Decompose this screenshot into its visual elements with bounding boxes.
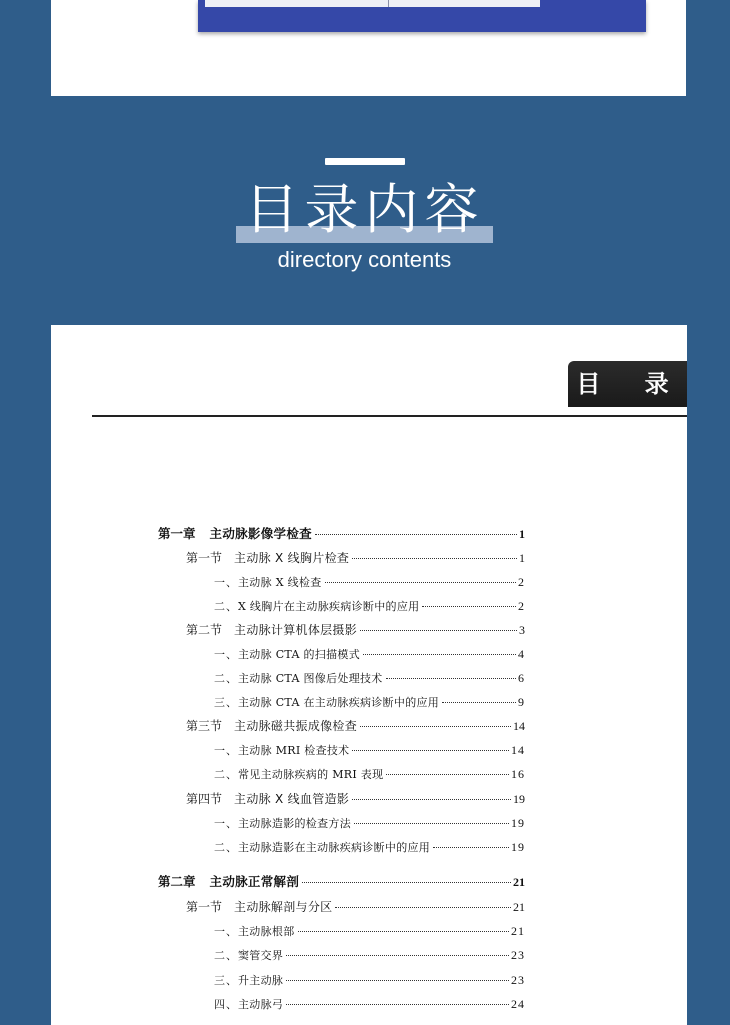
book-cover-label-divider bbox=[388, 0, 389, 7]
toc-entry-page: 23 bbox=[511, 973, 525, 987]
toc-entry-title: 主动脉计算机体层摄影 bbox=[234, 623, 358, 637]
toc-entry-chapter bbox=[158, 525, 525, 543]
toc-entry-label: 二、 bbox=[214, 841, 238, 854]
toc-entry-title: X 线胸片在主动脉疾病诊断中的应用 bbox=[238, 600, 420, 613]
toc-entry-label: 第二节 bbox=[186, 623, 223, 637]
book-cover-label-strip bbox=[205, 0, 540, 7]
toc-entry-title: 主动脉正常解剖 bbox=[209, 874, 300, 889]
toc-entry-label: 二、 bbox=[214, 949, 238, 962]
toc-entry-label: 二、 bbox=[214, 600, 238, 613]
toc-dot-leader bbox=[315, 534, 517, 535]
toc-dot-leader bbox=[360, 630, 517, 631]
toc-entry-section bbox=[186, 790, 525, 808]
toc-entry-title: 主动脉磁共振成像检查 bbox=[234, 719, 358, 733]
toc-entry-title: 主动脉 CTA 的扫描模式 bbox=[238, 648, 360, 661]
toc-entry-page: 21 bbox=[511, 924, 525, 938]
toc-entry-page: 19 bbox=[511, 816, 525, 830]
toc-dot-leader bbox=[386, 774, 509, 775]
toc-entry-label: 三、 bbox=[214, 696, 238, 709]
toc-entry-page: 3 bbox=[519, 623, 525, 637]
toc-entry-label: 一、 bbox=[214, 925, 238, 938]
toc-entry-item bbox=[214, 946, 525, 964]
header-decor-rule bbox=[325, 158, 405, 165]
toc-entry-section bbox=[186, 717, 525, 735]
toc-entry-label: 一、 bbox=[214, 576, 238, 589]
toc-dot-leader bbox=[433, 847, 509, 848]
toc-entry-title: 窦管交界 bbox=[238, 949, 284, 962]
toc-entry-page: 19 bbox=[511, 840, 525, 854]
section-title: 目录内容 bbox=[244, 178, 485, 241]
toc-entry-label: 四、 bbox=[214, 998, 238, 1011]
toc-dot-leader bbox=[360, 726, 511, 727]
toc-entry-item bbox=[214, 693, 525, 711]
toc-entry-item bbox=[214, 995, 525, 1013]
toc-entry-title: 主动脉造影的检查方法 bbox=[238, 817, 351, 830]
toc-entry-title: 主动脉造影在主动脉疾病诊断中的应用 bbox=[238, 841, 431, 854]
toc-entry-title: 常见主动脉疾病的 MRI 表现 bbox=[238, 768, 384, 781]
book-cover-card bbox=[51, 0, 686, 96]
toc-entry-label: 二、 bbox=[214, 672, 238, 685]
toc-entry-page: 14 bbox=[513, 719, 525, 733]
toc-entry-page: 14 bbox=[511, 743, 525, 757]
toc-entry-item bbox=[214, 814, 525, 832]
toc-entry-page: 23 bbox=[511, 948, 525, 962]
toc-entry-label: 三、 bbox=[214, 974, 238, 987]
toc-entry-item bbox=[214, 922, 525, 940]
toc-entry-label: 第一节 bbox=[186, 551, 223, 565]
toc-entry-title: 主动脉 X 线检查 bbox=[238, 576, 322, 589]
toc-entry-page: 2 bbox=[518, 599, 525, 613]
toc-dot-leader bbox=[422, 606, 516, 607]
toc-entry-title: 主动脉解剖与分区 bbox=[234, 900, 333, 914]
toc-entry-page: 24 bbox=[511, 997, 525, 1011]
toc-entry-title: 主动脉弓 bbox=[238, 998, 284, 1011]
toc-entry-page: 9 bbox=[518, 695, 525, 709]
section-header bbox=[0, 96, 730, 325]
toc-entry-page: 21 bbox=[513, 900, 525, 914]
toc-entry-item bbox=[214, 669, 525, 687]
toc-dot-leader bbox=[335, 907, 511, 908]
toc-dot-leader bbox=[354, 823, 509, 824]
toc-entry-item bbox=[214, 597, 525, 615]
toc-entry-page: 1 bbox=[519, 527, 525, 541]
toc-entry-item bbox=[214, 645, 525, 663]
toc-entry-label: 一、 bbox=[214, 744, 238, 757]
toc-entry-page: 2 bbox=[518, 575, 525, 589]
toc-entry-title: 主动脉影像学检查 bbox=[209, 526, 312, 541]
toc-entry-section bbox=[186, 549, 525, 567]
toc-entry-label: 一、 bbox=[214, 817, 238, 830]
toc-entry-title: 主动脉 X 线胸片检查 bbox=[234, 551, 350, 565]
toc-tab-label: 目 录 bbox=[576, 370, 687, 398]
toc-entry-item bbox=[214, 573, 525, 591]
toc-entry-title: 主动脉根部 bbox=[238, 925, 295, 938]
toc-dot-leader bbox=[298, 931, 510, 932]
toc-entry-chapter bbox=[158, 873, 525, 891]
toc-dot-leader bbox=[286, 980, 509, 981]
toc-dot-leader bbox=[352, 558, 517, 559]
toc-entry-page: 4 bbox=[518, 647, 525, 661]
toc-entry-page: 16 bbox=[511, 767, 525, 781]
toc-page bbox=[51, 325, 687, 1025]
toc-entry-label: 一、 bbox=[214, 648, 238, 661]
toc-dot-leader bbox=[352, 750, 509, 751]
toc-entry-item bbox=[214, 971, 525, 989]
toc-entry-title: 主动脉 MRI 检查技术 bbox=[238, 744, 350, 757]
toc-entry-title: 主动脉 X 线血管造影 bbox=[234, 792, 350, 806]
toc-entry-page: 21 bbox=[513, 875, 525, 889]
toc-entry-label: 第二章 bbox=[158, 874, 196, 889]
toc-entry-page: 1 bbox=[519, 551, 525, 565]
toc-entry-label: 第一节 bbox=[186, 900, 223, 914]
toc-entry-section bbox=[186, 898, 525, 916]
toc-dot-leader bbox=[363, 654, 516, 655]
section-subtitle: directory contents bbox=[277, 247, 452, 272]
toc-entry-item bbox=[214, 741, 525, 759]
toc-dot-leader bbox=[352, 799, 511, 800]
toc-entry-page: 6 bbox=[518, 671, 525, 685]
toc-entry-title: 主动脉 CTA 图像后处理技术 bbox=[238, 672, 383, 685]
toc-entry-item bbox=[214, 765, 525, 783]
toc-list bbox=[51, 325, 687, 1025]
toc-entry-label: 第三节 bbox=[186, 719, 223, 733]
toc-entry-title: 升主动脉 bbox=[238, 974, 284, 987]
toc-dot-leader bbox=[386, 678, 516, 679]
toc-dot-leader bbox=[286, 955, 509, 956]
toc-entry-section bbox=[186, 621, 525, 639]
toc-dot-leader bbox=[302, 882, 511, 883]
toc-entry-label: 第一章 bbox=[158, 526, 196, 541]
toc-dot-leader bbox=[286, 1004, 509, 1005]
toc-dot-leader bbox=[442, 702, 516, 703]
toc-dot-leader bbox=[325, 582, 516, 583]
toc-entry-page: 19 bbox=[513, 792, 525, 806]
toc-entry-title: 主动脉 CTA 在主动脉疾病诊断中的应用 bbox=[238, 696, 440, 709]
toc-entry-label: 第四节 bbox=[186, 792, 223, 806]
toc-entry-label: 二、 bbox=[214, 768, 238, 781]
toc-entry-item bbox=[214, 838, 525, 856]
